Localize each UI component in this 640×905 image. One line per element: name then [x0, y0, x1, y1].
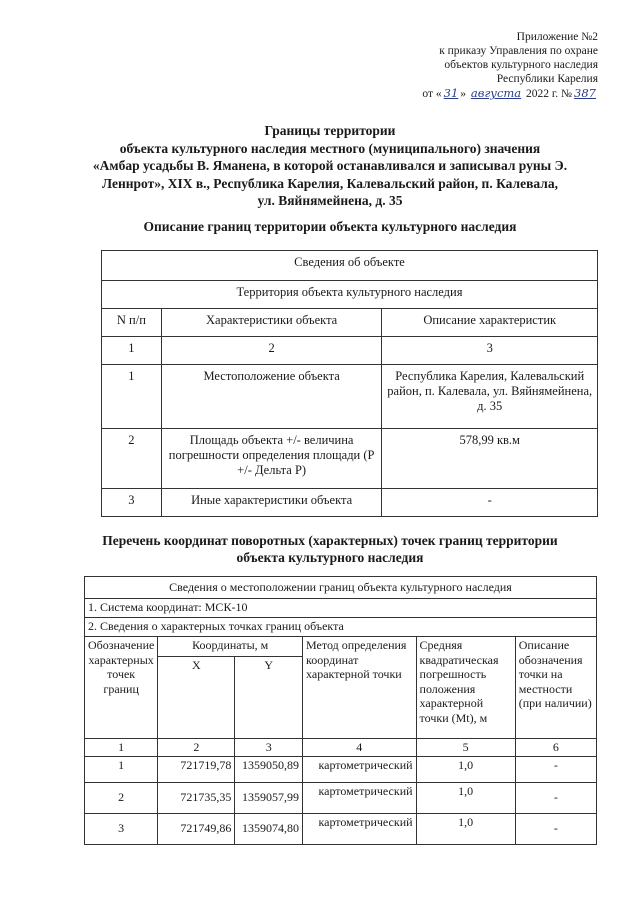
- column-header: Координаты, м: [158, 637, 303, 657]
- method-cell: картометрический: [303, 756, 417, 782]
- appendix-line: к приказу Управления по охране: [439, 45, 598, 57]
- table-row: [85, 782, 597, 813]
- point-number: 3: [85, 813, 158, 844]
- title-line: ул. Вяйнямейнена, д. 35: [257, 193, 403, 208]
- column-header: Описание обозначения точки на местности (при наличии): [515, 637, 596, 739]
- column-number: 1: [85, 739, 158, 757]
- column-header: Описание характеристик: [382, 309, 598, 337]
- document-title: [60, 122, 600, 210]
- order-date-line: [422, 86, 598, 101]
- table-row: [85, 813, 597, 844]
- object-info-table: [101, 250, 598, 517]
- coordinates-table: [84, 576, 597, 845]
- point-desc: -: [515, 756, 596, 782]
- date-prefix: от «: [422, 88, 442, 100]
- appendix-line: Республики Карелия: [496, 73, 598, 85]
- list-title-line: Перечень координат поворотных (характерных) точек границ территории: [102, 533, 558, 548]
- description-cell: -: [382, 489, 598, 517]
- point-desc: -: [515, 813, 596, 844]
- column-header: Характеристики объекта: [161, 309, 382, 337]
- date-mid: »: [460, 88, 467, 100]
- point-desc: -: [515, 782, 596, 813]
- appendix-line: Приложение №2: [516, 31, 598, 43]
- column-number: 2: [158, 739, 235, 757]
- column-header: Метод определения координат характерной точки: [303, 637, 417, 739]
- coord-x: 721735,35: [158, 782, 235, 813]
- title-line: Границы территории: [264, 123, 396, 138]
- description-cell: Республика Карелия, Калевальский район, п. Калевала, ул. Вяйнямейнена, д. 35: [382, 365, 598, 429]
- coordinates-list-title: [80, 532, 580, 566]
- error-cell: 1,0: [416, 756, 515, 782]
- appendix-block: [422, 30, 598, 101]
- appendix-line: объектов культурного наследия: [444, 59, 598, 71]
- row-number: 2: [102, 429, 162, 489]
- characteristic-cell: Местоположение объекта: [161, 365, 382, 429]
- characteristic-cell: Площадь объекта +/- величина погрешности определения площади (Р +/- Дельта Р): [161, 429, 382, 489]
- coord-y: 1359074,80: [235, 813, 303, 844]
- point-number: 1: [85, 756, 158, 782]
- order-number: 387: [574, 86, 596, 100]
- title-line: объекта культурного наследия местного (муниципального) значения: [119, 140, 541, 156]
- list-title-line: объекта культурного наследия: [236, 550, 424, 565]
- error-cell: 1,0: [416, 813, 515, 844]
- row-number: 3: [102, 489, 162, 517]
- column-number: 2: [161, 337, 382, 365]
- coord-y: 1359057,99: [235, 782, 303, 813]
- point-number: 2: [85, 782, 158, 813]
- order-month: августа: [470, 86, 522, 100]
- table-header: Территория объекта культурного наследия: [102, 281, 598, 309]
- error-cell: 1,0: [416, 782, 515, 813]
- column-number: 4: [303, 739, 417, 757]
- characteristic-cell: Иные характеристики объекта: [161, 489, 382, 517]
- table-row: [85, 756, 597, 782]
- column-number: 3: [235, 739, 303, 757]
- coord-x: 721719,78: [158, 756, 235, 782]
- coord-x: 721749,86: [158, 813, 235, 844]
- column-header-y: Y: [235, 657, 303, 739]
- column-number: 3: [382, 337, 598, 365]
- description-cell: 578,99 кв.м: [382, 429, 598, 489]
- method-cell: картометрический: [303, 813, 417, 844]
- coordinate-system: 1. Система координат: МСК-10: [85, 599, 597, 618]
- column-number: 6: [515, 739, 596, 757]
- method-cell: картометрический: [303, 782, 417, 813]
- order-year: 2022 г. №: [526, 88, 573, 100]
- column-number: 1: [102, 337, 162, 365]
- title-line: «Амбар усадьбы В. Яманена, в которой останавливался и записывал руны Э.: [92, 158, 568, 173]
- title-line: Леннрот», XIX в., Республика Карелия, Калевальский район, п. Калевала,: [102, 175, 558, 191]
- table-header: Сведения о местоположении границ объекта культурного наследия: [85, 577, 597, 599]
- table-header: Сведения об объекте: [102, 251, 598, 281]
- coord-y: 1359050,89: [235, 756, 303, 782]
- column-header: Средняя квадратическая погрешность положения характерной точки (Mt), м: [416, 637, 515, 739]
- section-subtitle: Описание границ территории объекта культурного наследия: [143, 219, 517, 234]
- column-header-x: X: [158, 657, 235, 739]
- points-info: 2. Сведения о характерных точках границ объекта: [85, 618, 597, 637]
- column-number: 5: [416, 739, 515, 757]
- column-header: Обозначение характерных точек границ: [85, 637, 158, 739]
- order-day: 31: [443, 86, 459, 100]
- column-header: N п/п: [102, 309, 162, 337]
- row-number: 1: [102, 365, 162, 429]
